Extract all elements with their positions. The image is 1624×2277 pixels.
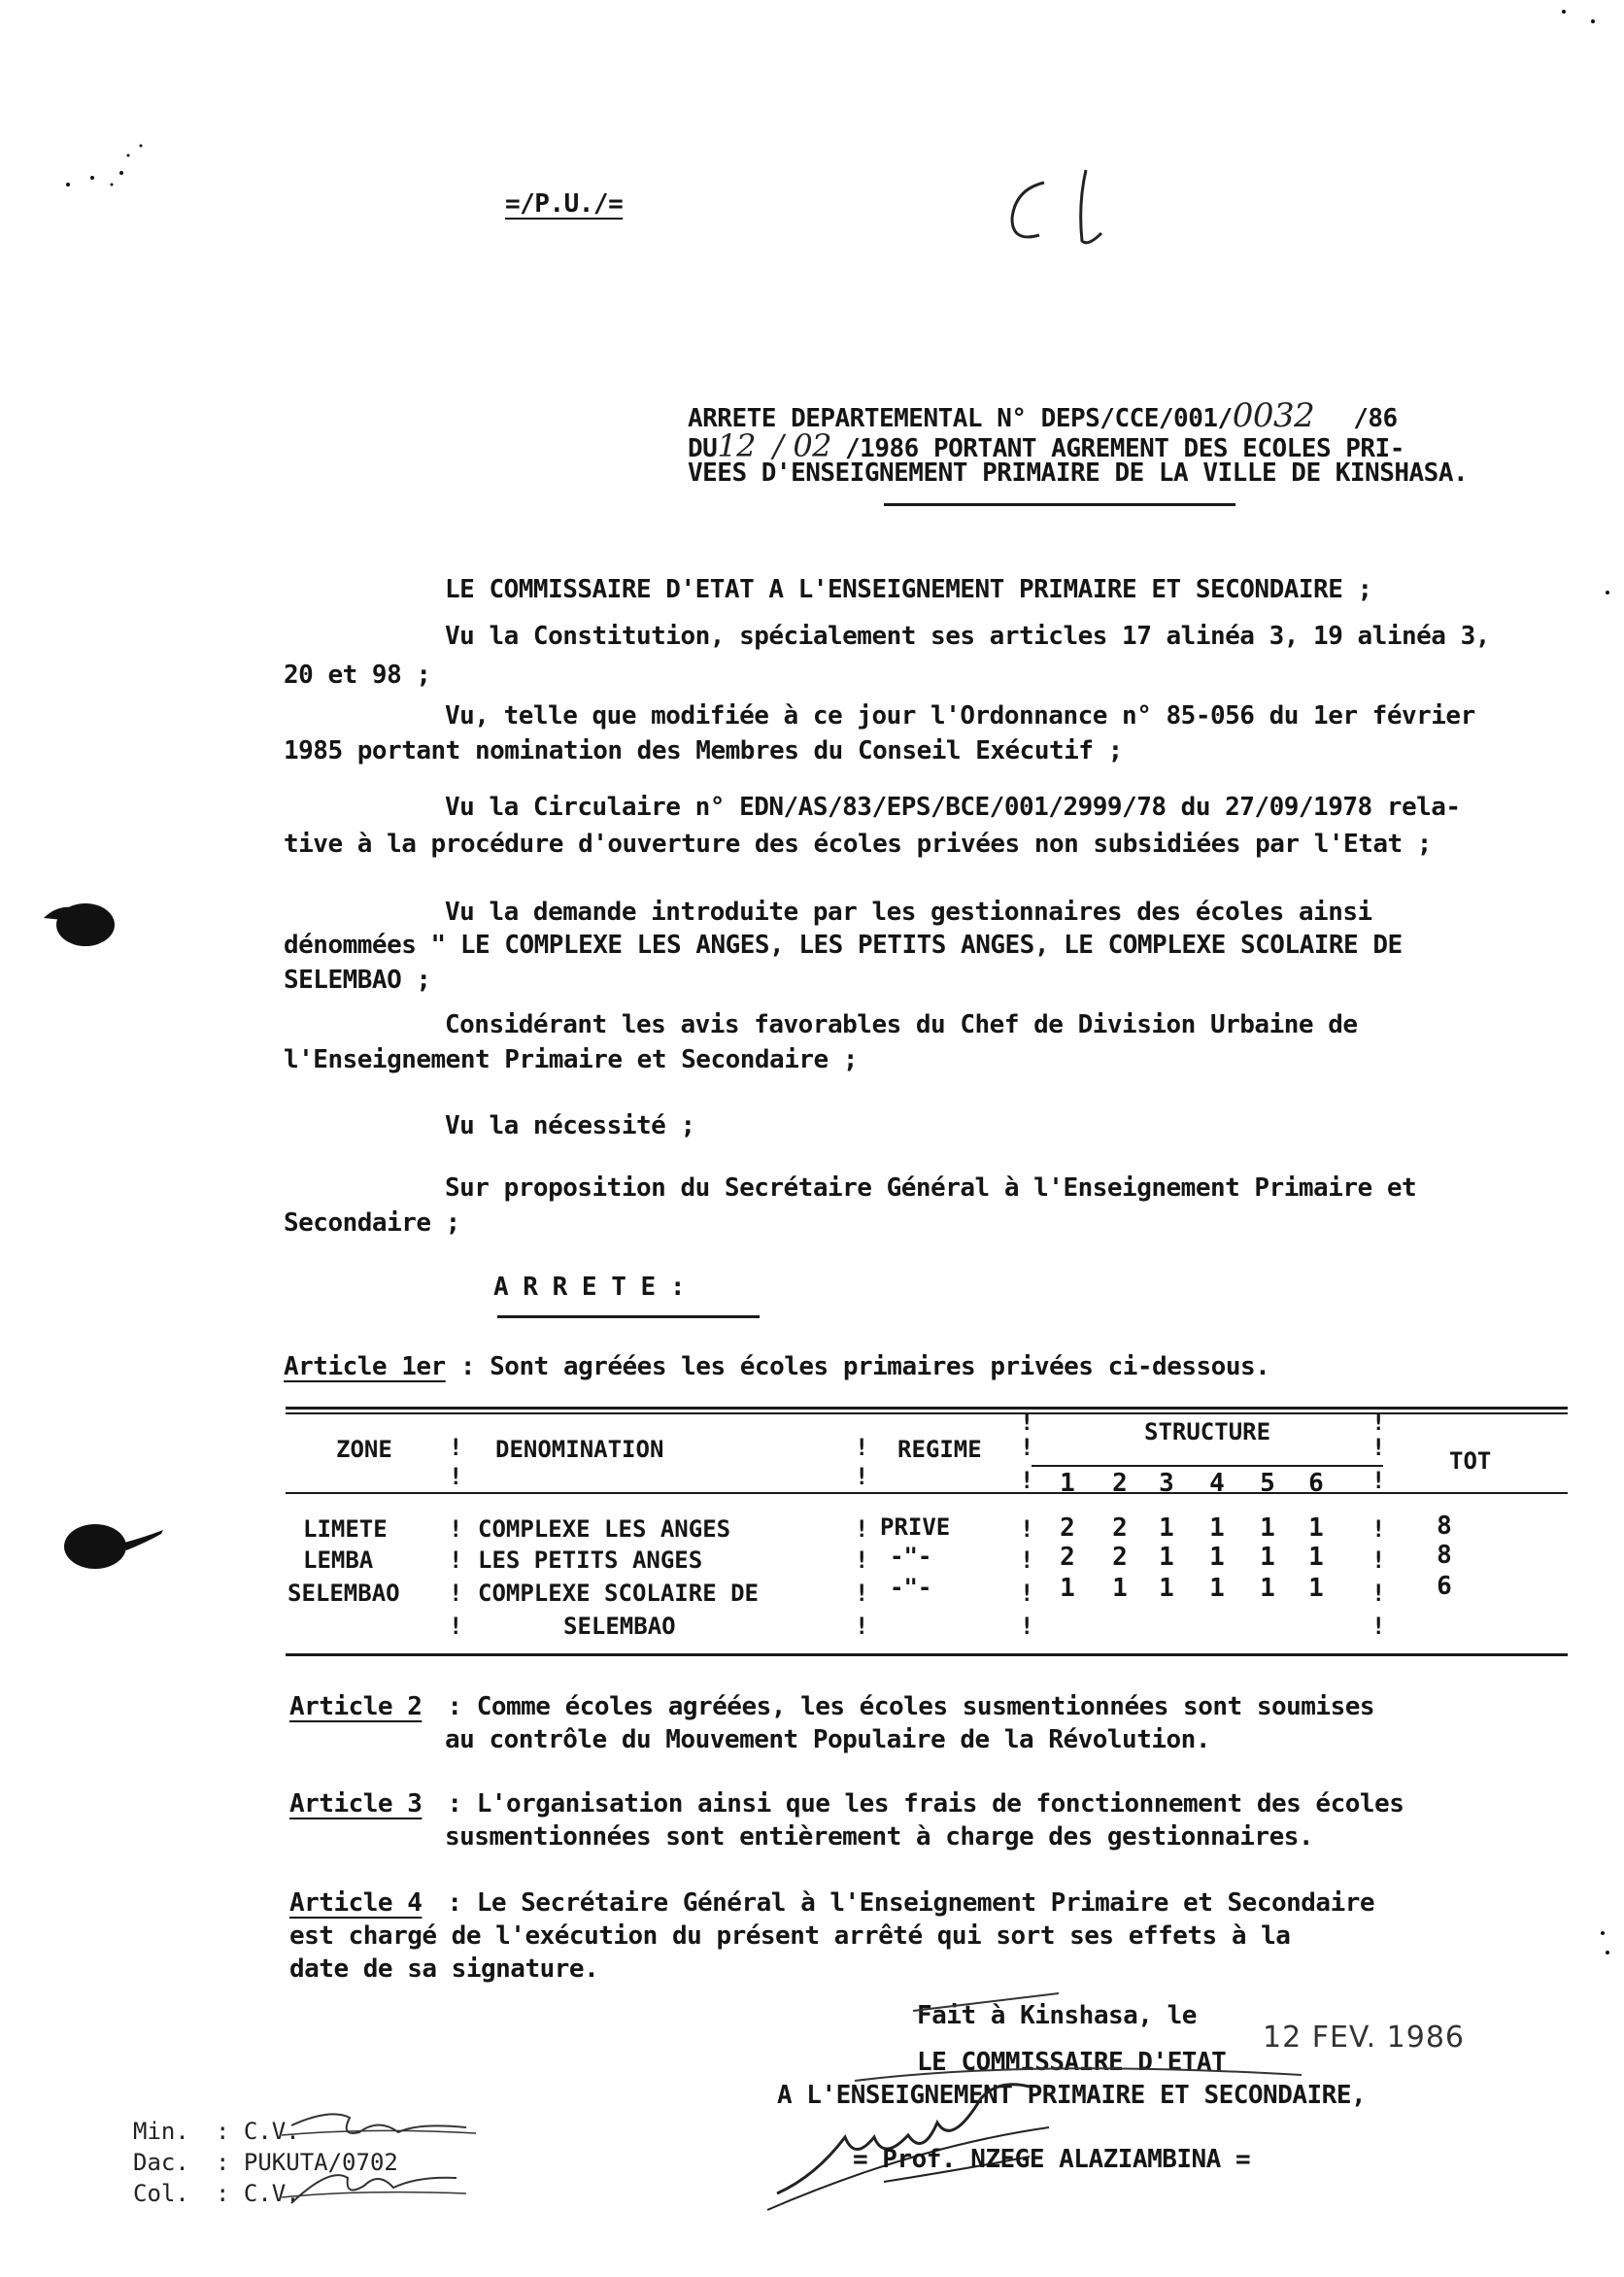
title-du: DU	[688, 434, 718, 463]
date-stamp: 12 FEV. 1986	[1263, 2021, 1465, 2055]
article-1-label: Article 1er	[284, 1352, 446, 1381]
decree-day: 12	[717, 427, 757, 464]
row-zone: LEMBA	[303, 1546, 374, 1574]
row-regime: -"-	[890, 1574, 932, 1601]
ink-blot-upper-tail	[44, 907, 78, 921]
row-total: 8	[1437, 1541, 1452, 1570]
row-count: 1	[1260, 1513, 1275, 1543]
preamble-circulaire-2: tive à la procédure d'ouverture des écoles privées non subsidiées par l'Etat ;	[284, 830, 1432, 859]
handwritten-mark	[1000, 165, 1127, 253]
closing-title-1: LE COMMISSAIRE D'ETAT	[917, 2048, 1227, 2077]
row-denomination: COMPLEXE SCOLAIRE DE	[478, 1580, 759, 1607]
article-2-line-2: au contrôle du Mouvement Populaire de la Révolution.	[445, 1725, 1210, 1754]
row-zone: LIMETE	[303, 1515, 388, 1543]
preamble-demande-3: SELEMBAO ;	[284, 966, 431, 995]
copy-col-label: Col.	[133, 2180, 189, 2207]
row-count: 1	[1209, 1574, 1225, 1603]
grade-1: 1	[1060, 1469, 1075, 1498]
row-regime: PRIVE	[880, 1513, 951, 1541]
row-count: 1	[1159, 1574, 1174, 1603]
article-4-line-1	[289, 1888, 1374, 1918]
copy-min-label: Min.	[133, 2118, 189, 2145]
preamble-ordonnance-2: 1985 portant nomination des Membres du Conseil Exécutif ;	[284, 736, 1123, 765]
row-regime: -"-	[890, 1543, 932, 1570]
article-3-text: : L'organisation ainsi que les frais de fonctionnement des écoles	[447, 1789, 1404, 1818]
closing-title-2: A L'ENSEIGNEMENT PRIMAIRE ET SECONDAIRE,	[777, 2081, 1367, 2110]
row-count: 1	[1308, 1574, 1324, 1603]
row-count: 2	[1060, 1513, 1075, 1543]
grade-5: 5	[1260, 1469, 1275, 1498]
preamble-proposition-1: Sur proposition du Secrétaire Général à l'Enseignement Primaire et	[445, 1173, 1417, 1203]
copy-min-value: : C.V.	[216, 2118, 300, 2145]
row-count: 1	[1112, 1574, 1128, 1603]
grade-4: 4	[1209, 1469, 1225, 1498]
row-denomination: COMPLEXE LES ANGES	[478, 1515, 731, 1543]
title-prefix: ARRETE DEPARTEMENTAL N° DEPS/CCE/001/	[688, 404, 1233, 433]
article-2-label: Article 2	[289, 1692, 423, 1721]
grade-6: 6	[1308, 1469, 1324, 1498]
preamble-constitution-2: 20 et 98 ;	[284, 661, 431, 690]
header-tot: TOT	[1449, 1447, 1492, 1475]
ink-blot-lower-tail	[124, 1530, 163, 1550]
copy-dac-label: Dac.	[133, 2149, 189, 2176]
row-count: 1	[1209, 1543, 1225, 1572]
copy-col-value: : C.V.	[216, 2180, 300, 2207]
row-count: 1	[1260, 1543, 1275, 1572]
grade-2: 2	[1112, 1469, 1128, 1498]
arrete-heading: A R R E T E :	[493, 1273, 685, 1302]
header-denomination: DENOMINATION	[495, 1436, 664, 1463]
closing-place: Fait à Kinshasa, le	[917, 2001, 1197, 2030]
article-4-text: : Le Secrétaire Général à l'Enseignement Primaire et Secondaire	[447, 1888, 1375, 1918]
preamble-demande-1: Vu la demande introduite par les gestionnaires des écoles ainsi	[445, 898, 1372, 927]
row-denomination: LES PETITS ANGES	[478, 1546, 703, 1574]
row-zone: SELEMBAO	[288, 1580, 400, 1607]
grade-3: 3	[1159, 1469, 1174, 1498]
article-4-line-2: est chargé de l'exécution du présent arrêté qui sort ses effets à la	[289, 1921, 1291, 1951]
decree-year: /86	[1353, 404, 1398, 433]
preamble-avis-1: Considérant les avis favorables du Chef de Division Urbaine de	[445, 1010, 1358, 1039]
arrete-underline	[497, 1315, 760, 1318]
authority-line: LE COMMISSAIRE D'ETAT A L'ENSEIGNEMENT PRIMAIRE ET SECONDAIRE ;	[445, 575, 1372, 604]
row-denomination-cont: SELEMBAO	[563, 1613, 676, 1640]
table-bottom-rule	[286, 1653, 1568, 1656]
article-1	[284, 1352, 1269, 1381]
preamble-constitution-1: Vu la Constitution, spécialement ses articles 17 alinéa 3, 19 alinéa 3,	[445, 622, 1490, 651]
copy-dac-value: : PUKUTA/0702	[216, 2149, 398, 2176]
reference-code: =/P.U./=	[505, 189, 624, 219]
row-count: 2	[1112, 1513, 1128, 1543]
preamble-ordonnance-1: Vu, telle que modifiée à ce jour l'Ordonnance n° 85-056 du 1er février	[445, 701, 1475, 731]
row-total: 8	[1437, 1512, 1452, 1541]
row-count: 1	[1260, 1574, 1275, 1603]
preamble-avis-2: l'Enseignement Primaire et Secondaire ;	[284, 1045, 858, 1074]
row-count: 2	[1060, 1543, 1075, 1572]
row-count: 1	[1209, 1513, 1225, 1543]
title-line-2: DU12 / 02 /1986 PORTANT AGREMENT DES ECOLES PRI-	[688, 427, 1404, 464]
title-subject: /1986 PORTANT AGREMENT DES ECOLES PRI-	[845, 434, 1404, 463]
ink-blot-lower	[64, 1524, 126, 1569]
title-line-3: VEES D'ENSEIGNEMENT PRIMAIRE DE LA VILLE DE KINSHASA.	[688, 459, 1469, 488]
signatory-name: = Prof. NZEGE ALAZIAMBINA =	[853, 2145, 1251, 2174]
header-regime: REGIME	[897, 1436, 982, 1463]
article-2-text: : Comme écoles agréées, les écoles susmentionnées sont soumises	[447, 1692, 1375, 1721]
structure-underline	[1032, 1465, 1383, 1467]
row-count: 1	[1308, 1543, 1324, 1572]
row-count: 1	[1060, 1574, 1075, 1603]
row-count: 1	[1308, 1513, 1324, 1543]
signature-strokes	[738, 1991, 1457, 2234]
article-3-label: Article 3	[289, 1789, 423, 1818]
initials-strokes	[272, 2089, 505, 2225]
article-4-line-3: date de sa signature.	[289, 1954, 599, 1984]
article-3-line-2: susmentionnées sont entièrement à charge des gestionnaires.	[445, 1822, 1314, 1852]
preamble-circulaire-1: Vu la Circulaire n° EDN/AS/83/EPS/BCE/001/2999/78 du 27/09/1978 rela-	[445, 793, 1461, 822]
title-underline	[884, 503, 1235, 506]
header-zone: ZONE	[336, 1436, 392, 1463]
preamble-necessite: Vu la nécessité ;	[445, 1111, 695, 1140]
row-count: 1	[1159, 1513, 1174, 1543]
decree-month: 02	[793, 427, 832, 464]
row-total: 6	[1437, 1572, 1452, 1601]
header-structure: STRUCTURE	[1144, 1418, 1271, 1445]
article-3-line-1	[289, 1789, 1404, 1818]
decree-number: 0032	[1232, 396, 1315, 435]
row-count: 1	[1159, 1543, 1174, 1572]
row-count: 2	[1112, 1543, 1128, 1572]
article-2-line-1	[289, 1692, 1374, 1721]
preamble-demande-2: dénommées " LE COMPLEXE LES ANGES, LES PETITS ANGES, LE COMPLEXE SCOLAIRE DE	[284, 931, 1403, 960]
article-4-label: Article 4	[289, 1888, 423, 1918]
article-1-text: : Sont agréées les écoles primaires privées ci-dessous.	[459, 1352, 1270, 1381]
preamble-proposition-2: Secondaire ;	[284, 1208, 460, 1238]
